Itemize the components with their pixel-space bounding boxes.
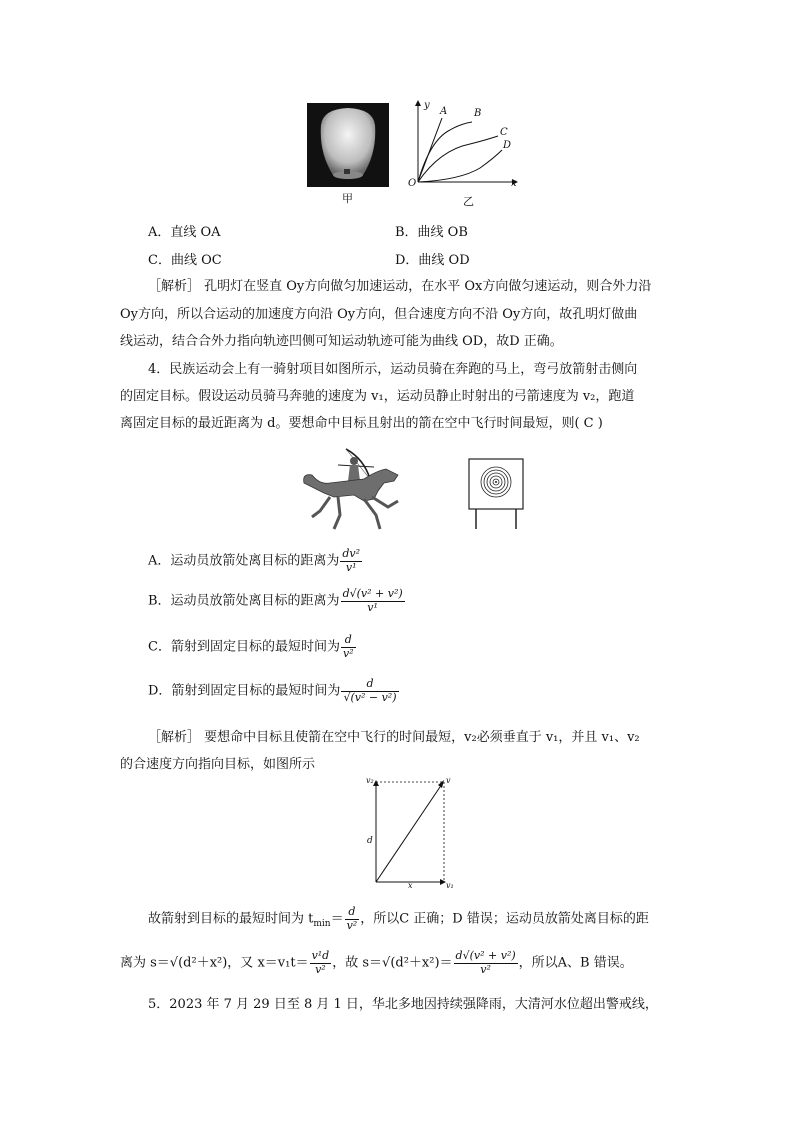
diagram-label-v1: v₁ — [446, 881, 454, 890]
velocity-diagram — [362, 774, 462, 894]
q4-analysis-line1: ［解析］ 要想命中目标且使箭在空中飞行的时间最短，v₂必须垂直于 v₁，并且 v₁、v₂ — [148, 730, 640, 745]
q4-conclusion-line2: 离为 s＝√(d²＋x²)，又 x＝v₁t＝ $\frac{\text{v¹d}}{\text{v²}}$ ，故 s＝√(d²＋x²)＝ $\frac{\text{d√(v² + v²)}}{\text{v²}}$ ，所以A、B 错误。 — [120, 949, 633, 976]
q3-option-a: A．直线 OA — [148, 225, 221, 240]
trajectory-graph — [400, 100, 520, 195]
q3-option-d: D．曲线 OD — [395, 253, 470, 268]
q4-option-b-fraction: $\frac{\text{d√(v² + v²)}}{\text{v¹}}$ — [342, 587, 403, 614]
x-fraction: $\frac{\text{v¹d}}{\text{v²}}$ — [311, 949, 330, 976]
diagram-label-v: v — [446, 776, 451, 785]
q4-conclusion-line1: 故箭射到目标的最短时间为 $t_{min}=$ $\frac{d}{\text{v²}}$ ，所以C 正确；D 错误；运动员放箭处离目标的距 — [148, 905, 649, 932]
q4-analysis-line2: 的合速度方向指向目标，如图所示 — [120, 757, 316, 772]
curve-label-d: D — [503, 140, 512, 151]
q4-option-c — [148, 634, 357, 660]
q4-option-c-fraction: $\frac{d}{\text{v²}}$ — [342, 633, 354, 660]
q4-option-c-text: C．箭射到固定目标的最短时间为 — [148, 639, 340, 655]
q3-analysis-line3: 线运动，结合合外力指向轨迹凹侧可知运动轨迹可能为曲线 OD，故D 正确。 — [120, 334, 563, 349]
q4-option-d — [148, 678, 400, 704]
q4-option-a — [148, 548, 363, 574]
line-oa — [418, 118, 442, 182]
q3-option-c: C．曲线 OC — [148, 253, 222, 268]
q4-option-d-fraction: $\frac{d}{\text{√(v² − v²)}}$ — [343, 677, 397, 704]
horse-archer-illustration — [294, 445, 410, 535]
axis-x-label: x — [511, 178, 517, 189]
diagram-label-v2: v₂ — [366, 776, 374, 785]
curve-label-a: A — [440, 106, 448, 117]
q4-option-a-fraction: $\frac{\text{dv²}}{\text{v¹}}$ — [342, 547, 361, 574]
q4-option-a-text: A．运动员放箭处离目标的距离为 — [148, 553, 340, 569]
q3-option-b: B．曲线 OB — [395, 225, 468, 240]
q4-option-b — [148, 588, 406, 614]
q3-analysis-line2: Oy方向，所以合运动的加速度方向沿 Oy方向，但合速度方向不沿 Oy方向，故孔明灯做曲 — [120, 307, 638, 322]
q4-stem-line3: 离固定目标的最近距离为 d。要想命中目标且射出的箭在空中飞行时间最短，则( C ) — [120, 416, 603, 431]
target-illustration — [468, 458, 524, 530]
curve-label-b: B — [474, 108, 482, 119]
lantern-photo — [307, 103, 389, 187]
q3-analysis-line1: ［解析］ 孔明灯在竖直 Oy方向做匀加速运动，在水平 Ox方向做匀速运动，则合外力沿 — [148, 279, 652, 294]
figure-caption-left: 甲 — [342, 192, 353, 205]
figure-caption-right: 乙 — [463, 195, 474, 208]
curve-label-c: C — [500, 127, 508, 138]
q4-stem-line1: 4．民族运动会上有一骑射项目如图所示，运动员骑在奔跑的马上，弯弓放箭射击侧向 — [148, 362, 638, 377]
q4-option-d-text: D．箭射到固定目标的最短时间为 — [148, 683, 341, 699]
diagram-label-d: d — [367, 836, 373, 846]
curve-oc — [418, 136, 498, 182]
q5-stem-line1: 5．2023 年 7 月 29 日至 8 月 1 日，华北多地因持续强降雨，大清河水位超出警戒线， — [148, 997, 658, 1012]
q4-option-b-text: B．运动员放箭处离目标的距离为 — [148, 593, 340, 609]
tmin-fraction: $\frac{d}{\text{v²}}$ — [346, 905, 358, 932]
q4-stem-line2: 的固定目标。假设运动员骑马奔驰的速度为 v₁，运动员静止时射出的弓箭速度为 v₂，跑道 — [120, 389, 635, 404]
origin-label: O — [408, 178, 417, 189]
s-fraction: $\frac{\text{d√(v² + v²)}}{\text{v²}}$ — [455, 949, 516, 976]
diagram-label-x: x — [408, 881, 413, 890]
axis-y-label: y — [424, 100, 430, 111]
curve-ob — [418, 122, 472, 182]
